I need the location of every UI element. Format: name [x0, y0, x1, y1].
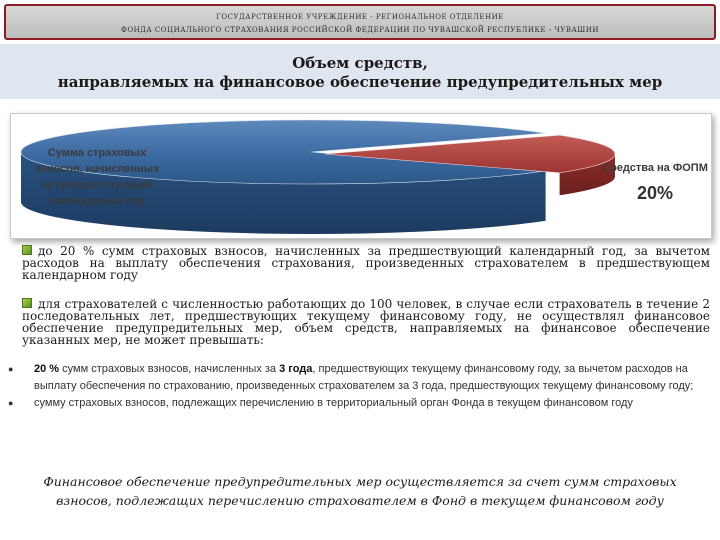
page-title [0, 54, 720, 92]
pie-chart-box [10, 113, 712, 239]
pie-data-label-fopm: 20% [636, 183, 674, 203]
title-line-2: направляемых на финансовое обеспечение предупредительных мер [57, 73, 663, 91]
title-line-1: Объем средств, [292, 54, 428, 72]
checkbox-bullet-icon [22, 245, 32, 255]
bullet-1-text-a: сумм страховых взносов, начисленных за [59, 363, 280, 375]
condition-paragraph-2 [22, 298, 710, 346]
pie-label-insurance-line1: Сумма страховых [47, 147, 147, 159]
pie-label-insurance-line4: календарный год [49, 195, 145, 207]
limit-bullet-list [8, 361, 714, 412]
list-item [8, 395, 714, 412]
header-banner [4, 4, 716, 40]
footer-note: Финансовое обеспечение предупредительных мер осуществляется за счет сумм страховых взносов, подлежащих перечислению страхователем в Фонд в текущем финансовом году [43, 474, 677, 508]
bullet-2-text: сумму страховых взносов, подлежащих перечислению в территориальный орган Фонда в текущем финансовом году [34, 397, 633, 409]
pie-label-insurance-line3: за предшествующий [40, 179, 154, 191]
bullet-1-bold-mid: 3 года [279, 363, 313, 375]
bullet-dot-icon: ● [8, 364, 14, 374]
header-line-2: ФОНДА СОЦИАЛЬНОГО СТРАХОВАНИЯ РОССИЙСКОЙ ФЕДЕРАЦИИ ПО ЧУВАШСКОЙ РЕСПУБЛИКЕ - ЧУВАШИИ [121, 26, 599, 34]
bullet-dot-icon: ● [8, 398, 14, 408]
list-item [8, 361, 714, 395]
condition-paragraph-1 [22, 245, 710, 281]
pie-label-fopm: Средства на ФОПМ [602, 162, 708, 174]
condition-1-text: до 20 % сумм страховых взносов, начисленных за предшествующий календарный год, за вычетом расходов на выплату обеспечения страхования, произведенных страхователем в предшествующем календарном году [22, 244, 710, 282]
pie-label-insurance-line2: взносов, начисленных [34, 163, 160, 175]
condition-2-text: для страхователей с численностью работающих до 100 человек, в случае если страхователь в течение 2 последовательных лет, предшествующих текущему финансовому году, не осуществлял финансовое обеспечение предупредительных мер, объем средств, направляемых на финансовое обеспечение указанных мер, не может превышать: [22, 297, 710, 347]
checkbox-bullet-icon [22, 298, 32, 308]
pie-chart [11, 114, 711, 238]
bullet-1-bold-start: 20 % [34, 363, 60, 375]
header-line-1: ГОСУДАРСТВЕННОЕ УЧРЕЖДЕНИЕ - РЕГИОНАЛЬНОЕ ОТДЕЛЕНИЕ [216, 13, 504, 21]
bullet-1-text-b: , предшествующих текущему финансовому году, за вычетом расходов на выплату обеспечения по страхованию, произведенных страхователем за 3 года, предшествующих текущему финансовому году; [34, 363, 694, 392]
